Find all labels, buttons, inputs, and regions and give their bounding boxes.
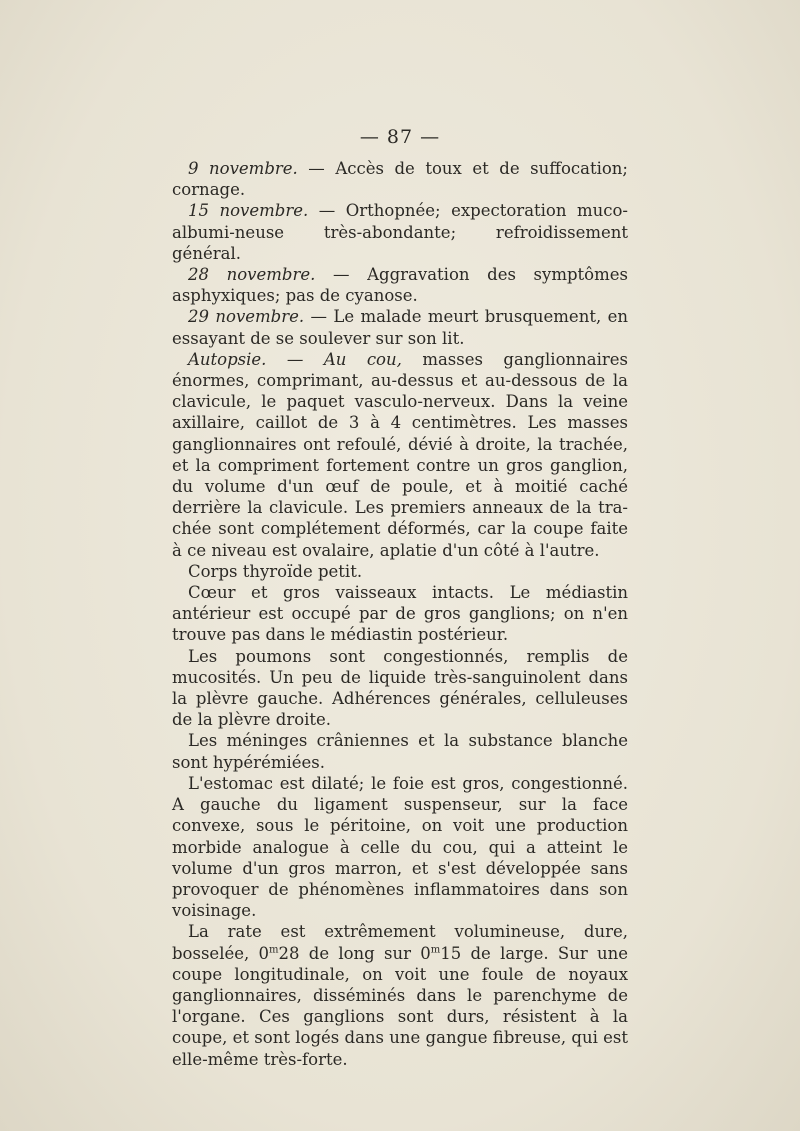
paragraph-29-novembre: 29 novembre. — Le malade meurt brusquement, en essayant de se soulever sur son lit.: [172, 307, 628, 348]
paragraph-corps-thyroide: Corps thyroïde petit.: [188, 561, 363, 581]
paragraph-meninges: Les méninges crâniennes et la substance blanche sont hypérémiées.: [172, 731, 628, 772]
paragraph-28-novembre: 28 novembre. — Aggravation des symptômes asphyxiques; pas de cyanose.: [172, 265, 628, 306]
paragraph-9-novembre: 9 novembre. — Accès de toux et de suffocation; cornage.: [172, 159, 628, 200]
body-text: [172, 158, 628, 1070]
page-number: — 87 —: [359, 126, 441, 148]
paragraph-autopsie: Autopsie. — Au cou, masses ganglionnaires énormes, comprimant, au-dessus et au-dessous de la clavicule, le paquet vasculo-nerveux. Dans la veine axillaire, caillot de 3 à 4 centimètres. Les masses ganglionnaires ont refoulé, dévié à droite, la trachée, et la compriment fortement contre un gros ganglion, du volume d'un œuf de poule, et à moitié caché derrière la clavicule. Les premiers anneaux de la tra-chée sont complétement déformés, car la coupe faite à ce niveau est ovalaire, aplatie d'un côté à l'autre.: [172, 349, 628, 560]
paragraph-estomac: L'estomac est dilaté; le foie est gros, congestionné. A gauche du ligament suspenseur, sur la face convexe, sous le péritoine, on voit une production morbide analogue à celle du cou, qui a atteint le volume d'un gros marron, et s'est développée sans provoquer de phénomènes inflammatoires dans son voisinage.: [172, 773, 628, 921]
paragraph-poumons: Les poumons sont congestionnés, remplis de mucosités. Un peu de liquide très-sanguinolent dans la plèvre gauche. Adhérences générales, celluleuses de la plèvre droite.: [172, 646, 628, 730]
paragraph-15-novembre: 15 novembre. — Orthopnée; expectoration muco-albumi-neuse très-abondante; refroidissement général.: [172, 201, 629, 263]
paragraph-rate: La rate est extrêmement volumineuse, dure, bosselée, 0$^m$28 de long sur 0$^m$15 de large. Sur une coupe longitudinale, on voit une foule de noyaux ganglionnaires, disséminés dans le parenchyme de l'organe. Ces ganglions sont durs, résistent à la coupe, et sont logés dans une gangue fibreuse, qui est elle-même très-forte.: [172, 922, 629, 1069]
paragraph-coeur: Cœur et gros vaisseaux intacts. Le médiastin antérieur est occupé par de gros ganglions; on n'en trouve pas dans le médiastin postérieur.: [172, 583, 628, 645]
